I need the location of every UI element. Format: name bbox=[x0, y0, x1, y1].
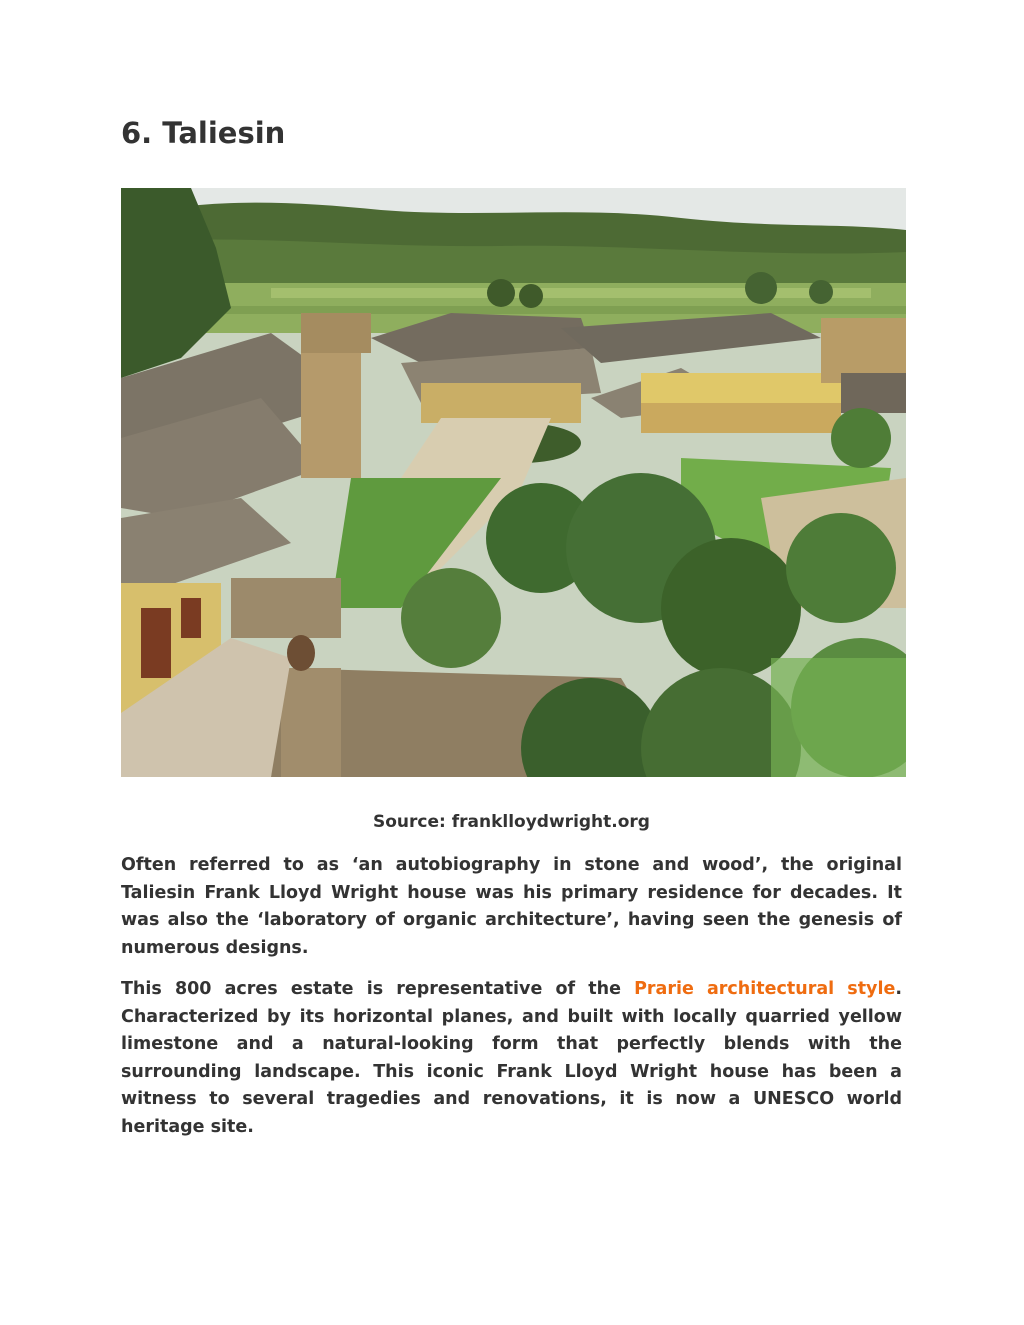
image-source-caption: Source: franklloydwright.org bbox=[373, 812, 650, 832]
paragraph-2-text-before: This 800 acres estate is representative of the bbox=[121, 979, 635, 999]
paragraph-2-text-after: . Characterized by its horizontal planes, and built with locally quarried yellow limestone and a natural-looking form that perfectly blends with the surrounding landscape. This iconic Frank Lloyd Wright house has been a witness to several tragedies and renovations, it is now a UNESCO world heritage site. bbox=[121, 979, 902, 1137]
paragraph-2 bbox=[121, 976, 902, 1141]
paragraph-1: Often referred to as ‘an autobiography in stone and wood’, the original Taliesin Frank Lloyd Wright house was his primary residence for decades. It was also the ‘laboratory of organic architecture’, having seen the genesis of numerous designs. bbox=[121, 855, 902, 958]
taliesin-photo bbox=[121, 188, 906, 777]
page-heading: 6. Taliesin bbox=[121, 116, 286, 150]
prarie-style-link[interactable]: Prarie architectural style bbox=[634, 979, 896, 999]
